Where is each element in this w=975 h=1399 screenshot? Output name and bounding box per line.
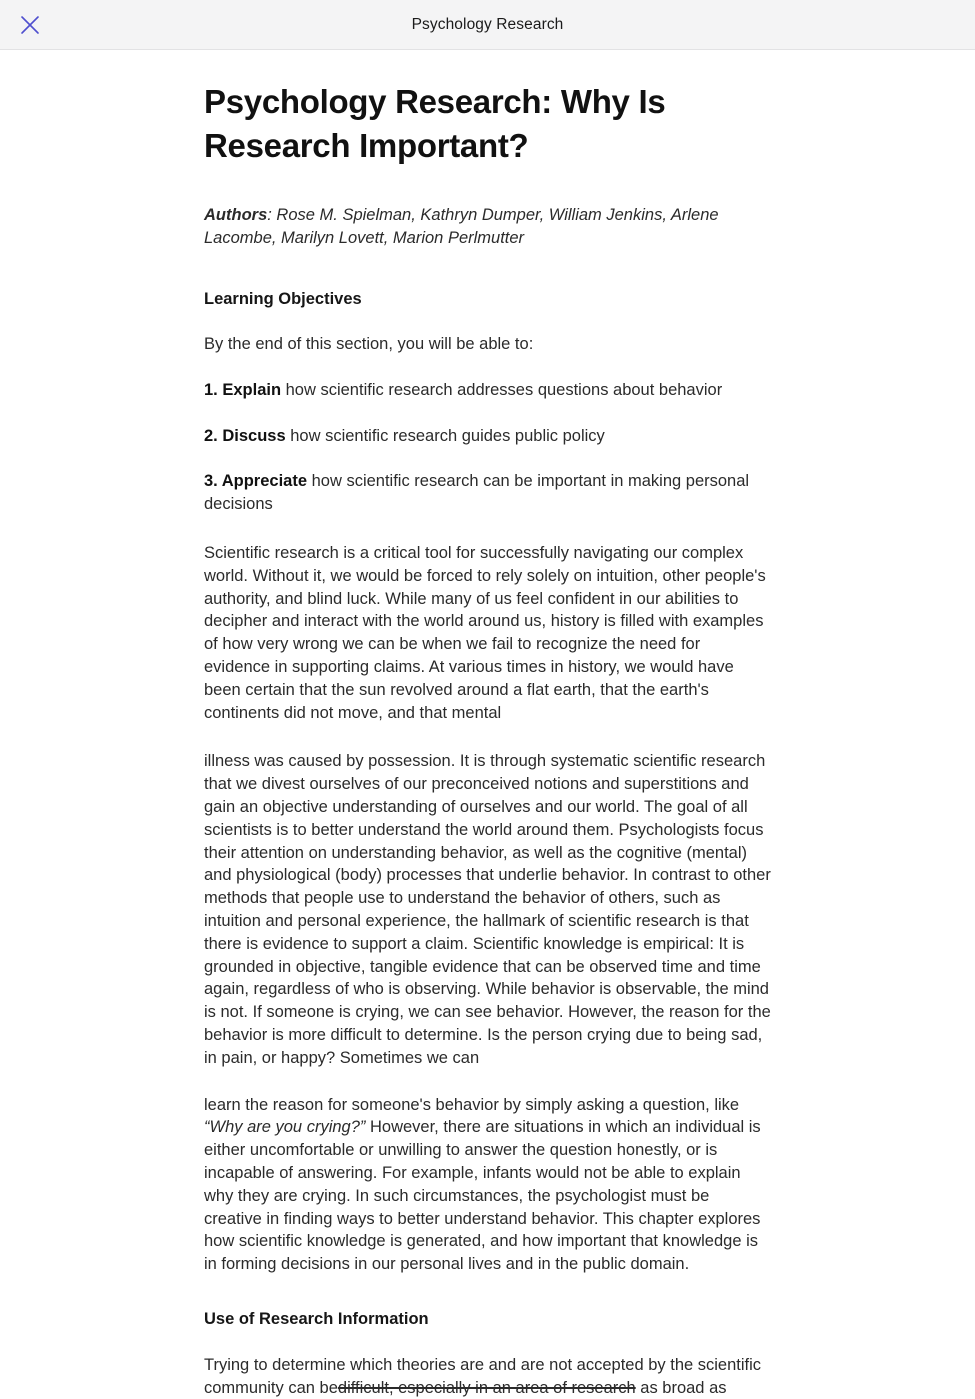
body-paragraph-4 [204,1354,771,1399]
paragraph-4-after: as broad as [635,1378,727,1397]
objective-1-lead: 1. Explain [204,380,282,399]
objectives-intro: By the end of this section, you will be able to: [204,335,534,353]
learning-objective-3 [204,470,770,516]
objective-3-lead: 3. Appreciate [204,472,308,491]
body-paragraph-3 [204,1094,771,1276]
learning-objective-1 [204,379,770,402]
authors-names: Rose M. Spielman, Kathryn Dumper, William Jenkins, Arlene Lacombe, Marilyn Lovett, Marion Perlmutter [204,206,719,247]
learning-objective-2 [204,425,770,448]
authors-separator: : [267,206,277,224]
article-content [0,80,975,1399]
use-of-research-heading: Use of Research Information [204,1309,429,1328]
close-x-icon [19,14,41,36]
paragraph-3-before: learn the reason for someone's behavior by simply asking a question, like [204,1095,740,1114]
objective-3-text: how scientific research can be important in making personal decisions [204,472,750,514]
page-title: Psychology Research: Why Is Research Important? [204,83,666,164]
window-titlebar [0,0,975,50]
paragraph-4-before: Trying to determine which theories are and are not accepted by the scientific community can be [204,1355,762,1397]
paragraph-3-quote: “Why are you crying?” [204,1118,366,1137]
body-paragraph-2: illness was caused by possession. It is through systematic scientific research that we divest ourselves of our preconceived notions and superstitions and gain an objective understanding of ourselves and our world. The goal of all scientists is to better understand the world around them. Psychologists focus their attention on understanding behavior, as well as the cognitive (mental) and physiological (body) processes that underlie behavior. In contrast to other methods that people use to understand the behavior of others, such as intuition and personal experience, the hallmark of scientific research is that there is evidence to support a claim. Scientific knowledge is empirical: It is grounded in objective, tangible evidence that can be observed time and time again, regardless of who is observing. While behavior is observable, the mind is not. If someone is crying, we can see behavior. However, the reason for the behavior is more difficult to determine. Is the person crying due to being sad, in pain, or happy? Sometimes we can [204,752,771,1067]
learning-objectives-heading: Learning Objectives [204,290,362,308]
objective-1-text: how scientific research addresses questions about behavior [281,380,723,399]
close-button[interactable] [18,13,42,37]
window-title: Psychology Research [411,15,564,33]
objective-2-lead: 2. Discuss [204,426,286,445]
paragraph-3-after: However, there are situations in which an individual is either uncomfortable or unwilling to answer the question honestly, or is incapable of answering. For example, infants would not be able to explain why they are crying. In such circumstances, the psychologist must be creative in finding ways to better understand behavior. This chapter explores how scientific knowledge is generated, and how important that knowledge is in forming decisions in our personal lives and in the public domain. [204,1118,761,1274]
paragraph-4-struck-text: difficult, especially in an area of research [337,1378,636,1397]
body-paragraph-1: Scientific research is a critical tool for successfully navigating our complex world. Without it, we would be forced to rely solely on intuition, other people's authority, and blind luck. While many of us feel confident in our abilities to decipher and interact with the world around us, history is filled with examples of how very wrong we can be when we fail to recognize the need for evidence in supporting claims. At various times in history, we would have been certain that the sun revolved around a flat earth, that the earth's continents did not move, and that mental [204,543,766,722]
authors-label: Authors [204,206,268,224]
authors-line [204,204,770,250]
objective-2-text: how scientific research guides public policy [285,426,605,445]
